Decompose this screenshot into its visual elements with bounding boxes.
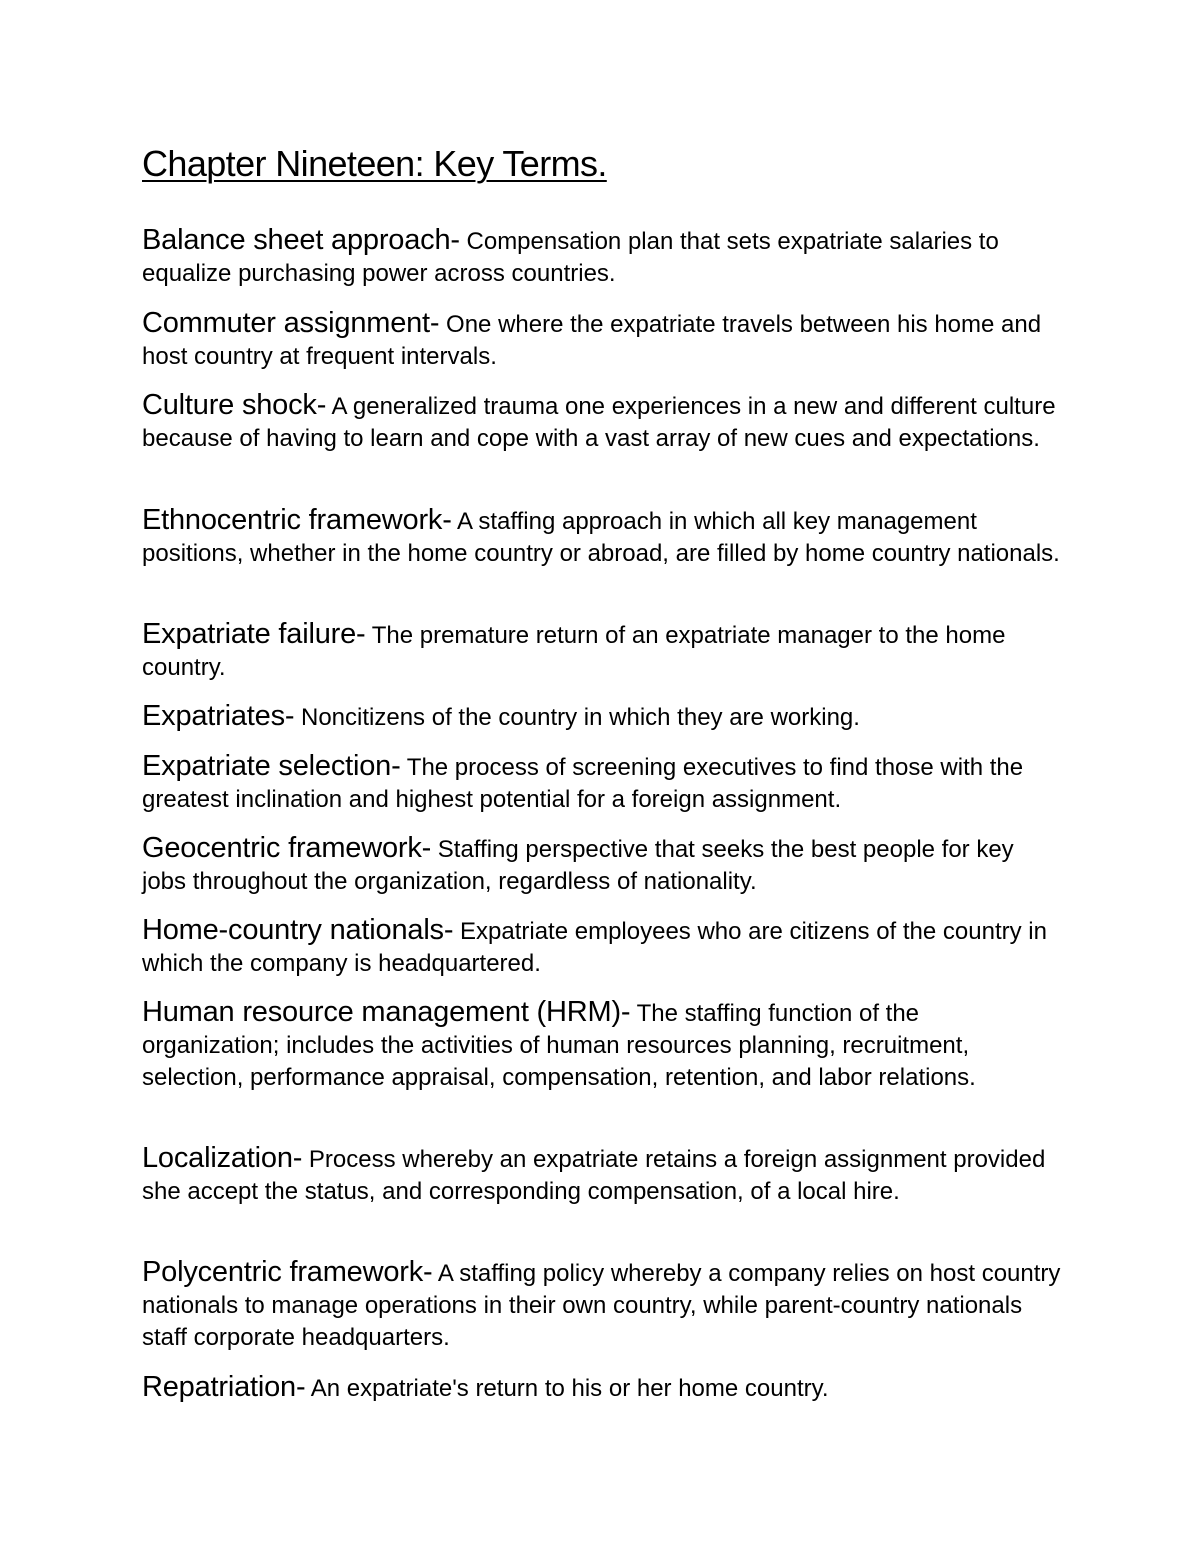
term-name: Geocentric framework- (142, 832, 432, 864)
term-definition: Expatriate employees who are citizens of the country in which the company is headquartered. (142, 918, 1047, 978)
term-definition: The staffing function of the organization; includes the activities of human resources planning, recruitment, selection, performance appraisal, compensation, retention, and labor relations. (142, 1000, 976, 1092)
term-home-country-nationals (142, 914, 1062, 980)
term-expatriate-failure (142, 618, 1062, 684)
term-definition: Staffing perspective that seeks the best people for key jobs throughout the organization, regardless of nationality. (142, 836, 1014, 896)
term-culture-shock (142, 389, 1062, 455)
term-definition: Noncitizens of the country in which they are working. (294, 704, 860, 731)
term-geocentric-framework (142, 832, 1062, 898)
document-page (142, 0, 1062, 1553)
term-repatriation (142, 1371, 1062, 1405)
term-name: Polycentric framework- (142, 1256, 433, 1288)
document-title: Chapter Nineteen: Key Terms. (142, 143, 607, 184)
term-definition: One where the expatriate travels between his home and host country at frequent intervals. (142, 311, 1042, 371)
term-definition: Process whereby an expatriate retains a foreign assignment provided she accept the status, and corresponding compensation, of a local hire. (142, 1146, 1046, 1206)
term-polycentric-framework (142, 1256, 1062, 1355)
term-balance-sheet-approach (142, 224, 1062, 290)
term-name: Home-country nationals- (142, 914, 454, 946)
term-commuter-assignment (142, 307, 1062, 373)
term-name: Culture shock- (142, 389, 327, 421)
term-definition: An expatriate's return to his or her home country. (305, 1375, 829, 1402)
term-name: Commuter assignment- (142, 307, 440, 339)
term-definition: The process of screening executives to find those with the greatest inclination and highest potential for a foreign assignment. (142, 754, 1024, 814)
term-name: Ethnocentric framework- (142, 504, 452, 536)
term-name: Expatriate selection- (142, 750, 401, 782)
term-definition: A staffing approach in which all key management positions, whether in the home country or abroad, are filled by home country nationals. (142, 508, 1060, 568)
term-localization (142, 1142, 1062, 1208)
term-definition: A generalized trauma one experiences in a new and different culture because of having to learn and cope with a vast array of new cues and expectations. (142, 393, 1056, 453)
term-human-resource-management (142, 996, 1062, 1095)
term-definition: The premature return of an expatriate manager to the home country. (142, 622, 1006, 682)
term-name: Expatriates- (142, 700, 295, 732)
term-name: Expatriate failure- (142, 618, 366, 650)
term-name: Human resource management (HRM)- (142, 996, 631, 1028)
term-ethnocentric-framework (142, 504, 1062, 570)
term-name: Repatriation- (142, 1371, 306, 1403)
term-expatriates (142, 700, 1062, 734)
term-expatriate-selection (142, 750, 1062, 816)
term-name: Balance sheet approach- (142, 224, 460, 256)
term-definition: Compensation plan that sets expatriate salaries to equalize purchasing power across countries. (142, 228, 999, 288)
term-definition: A staffing policy whereby a company relies on host country nationals to manage operations in their own country, while parent-country nationals staff corporate headquarters. (142, 1260, 1061, 1352)
term-name: Localization- (142, 1142, 303, 1174)
